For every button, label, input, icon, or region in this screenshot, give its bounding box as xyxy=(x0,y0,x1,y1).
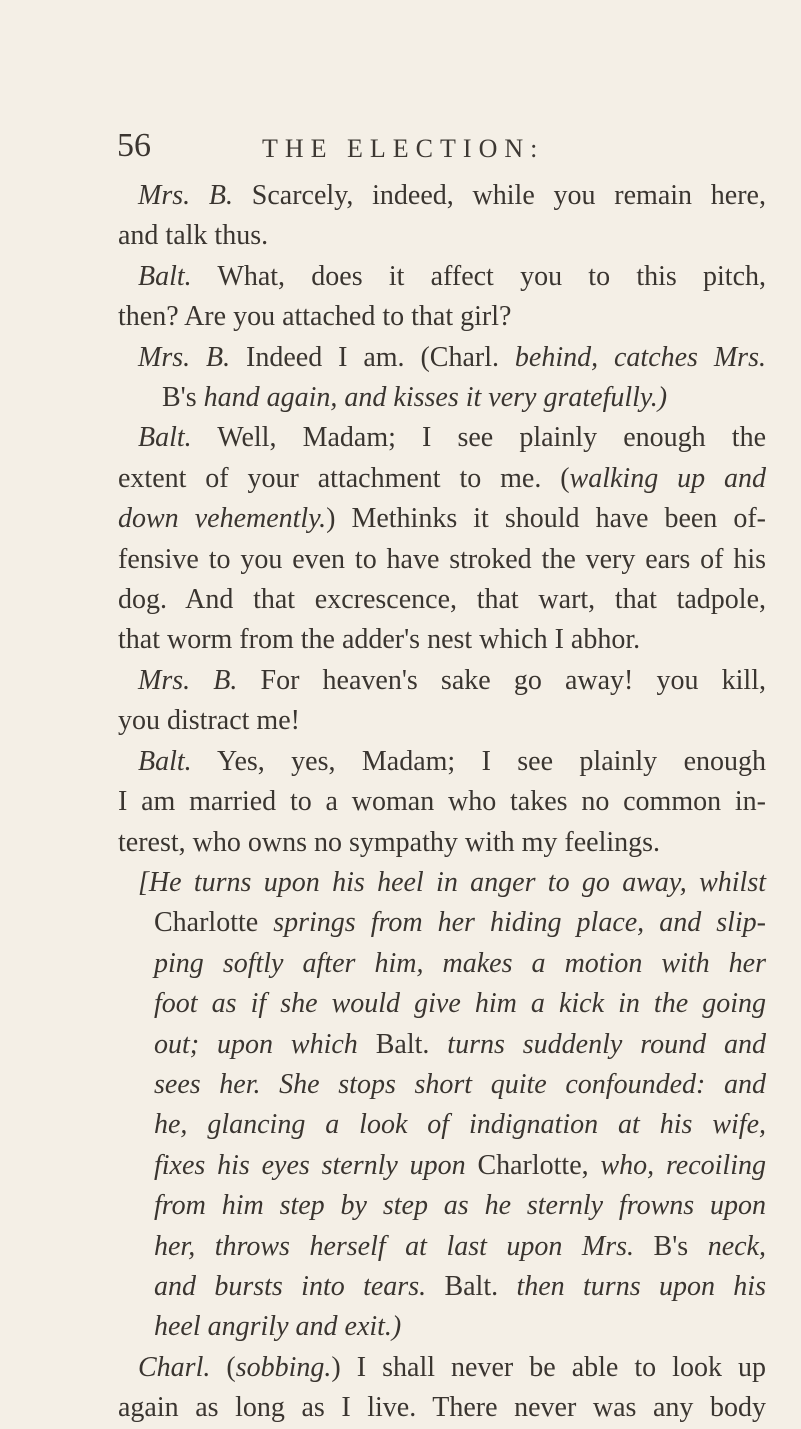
speaker-name: Balt. xyxy=(138,745,192,777)
text-line xyxy=(118,782,766,822)
character-name: Balt. xyxy=(426,1270,499,1302)
dialogue-text: For heaven's sake go away! you kill, xyxy=(237,664,766,696)
dialogue-text: extent of your attachment to me. ( xyxy=(118,462,570,494)
speaker-name: Mrs. B. xyxy=(138,664,238,696)
dialogue-text: ( xyxy=(210,1351,236,1383)
text-line xyxy=(118,176,766,216)
text-line xyxy=(118,459,766,499)
text-line xyxy=(118,1348,766,1388)
dialogue-text: dog. And that excrescence, that wart, that tadpole, xyxy=(118,584,766,616)
stage-direction: [He turns upon his heel in anger to go away, whilst xyxy=(138,866,766,898)
text-line xyxy=(118,701,766,741)
stage-direction: foot as if she would give him a kick in the going xyxy=(154,988,766,1020)
stage-direction: then turns upon his xyxy=(498,1270,766,1302)
dialogue-text: B's xyxy=(162,382,197,414)
dialogue-text: ) I shall never be able to look up xyxy=(331,1351,766,1383)
dialogue-text: and talk thus. xyxy=(118,220,269,252)
stage-direction: who, recoiling xyxy=(588,1149,766,1181)
character-name: Balt. xyxy=(357,1028,430,1060)
stage-direction: walking up and xyxy=(569,462,766,494)
stage-direction-line xyxy=(118,1146,766,1186)
dialogue-text: terest, who owns no sympathy with my feelings. xyxy=(118,826,661,858)
stage-direction-line xyxy=(118,863,766,903)
stage-direction-line xyxy=(118,1025,766,1065)
stage-direction-line xyxy=(118,1065,766,1105)
speaker-name: Mrs. B. xyxy=(138,180,233,211)
stage-direction: from him step by step as he sternly frowns upon xyxy=(154,1190,766,1222)
text-line xyxy=(118,378,766,418)
text-line xyxy=(118,499,766,539)
text-line xyxy=(118,418,766,458)
running-title: THE ELECTION: xyxy=(262,134,545,163)
dialogue-text: that worm from the adder's nest which I abhor. xyxy=(118,624,641,656)
character-name: B's xyxy=(634,1230,689,1262)
text-line xyxy=(118,580,766,620)
character-name: Charlotte xyxy=(154,907,259,939)
stage-direction: fixes his eyes sternly upon xyxy=(154,1149,466,1181)
stage-direction: down vehemently. xyxy=(118,503,327,535)
stage-direction: turns suddenly round and xyxy=(429,1028,766,1060)
stage-direction: sobbing. xyxy=(235,1351,332,1383)
stage-direction: he, glancing a look of indignation at his wife, xyxy=(154,1109,766,1141)
stage-direction: hand again, and kisses it very gratefully.) xyxy=(196,382,668,414)
dialogue-text: Well, Madam; I see plainly enough the xyxy=(191,422,766,454)
speaker-name: Balt. xyxy=(138,260,192,292)
stage-direction: heel angrily and exit.) xyxy=(154,1311,402,1343)
stage-direction-line xyxy=(118,1105,766,1145)
stage-direction-line xyxy=(118,1227,766,1267)
dialogue-text: What, does it affect you to this pitch, xyxy=(191,260,766,292)
stage-direction: out; upon which xyxy=(154,1028,358,1060)
text-line xyxy=(118,742,766,782)
dialogue-text: I am married to a woman who takes no common in- xyxy=(118,786,766,818)
dialogue-text: again as long as I live. There never was any body xyxy=(118,1392,766,1424)
text-line xyxy=(118,1388,766,1428)
stage-direction-line xyxy=(118,903,766,943)
character-name: Charlotte, xyxy=(465,1149,589,1181)
page-number: 56 xyxy=(117,127,151,164)
speaker-name: Balt. xyxy=(138,422,192,454)
dialogue-text: Scarcely, indeed, while you remain here, xyxy=(233,180,766,211)
stage-direction: springs from her hiding place, and slip- xyxy=(258,907,766,939)
stage-direction: behind, catches Mrs. xyxy=(498,341,766,373)
dialogue-text: ) Methinks it should have been of- xyxy=(326,503,766,535)
text-line xyxy=(118,297,766,337)
text-line xyxy=(118,823,766,863)
stage-direction-line xyxy=(118,1307,766,1347)
text-line xyxy=(118,620,766,660)
speaker-name: Charl. xyxy=(138,1351,211,1383)
stage-direction: sees her. She stops short quite confounded: and xyxy=(154,1068,766,1100)
text-line xyxy=(118,257,766,297)
stage-direction: ping softly after him, makes a motion with her xyxy=(154,947,766,979)
page-body xyxy=(118,176,766,1429)
stage-direction-line xyxy=(118,944,766,984)
stage-direction: her, throws herself at last upon Mrs. xyxy=(154,1230,635,1262)
text-line xyxy=(118,216,766,256)
speaker-name: Mrs. B. xyxy=(138,341,231,373)
dialogue-text: you distract me! xyxy=(118,705,300,737)
page-header xyxy=(0,126,801,176)
stage-direction-line xyxy=(118,1267,766,1307)
stage-direction: neck, xyxy=(688,1230,766,1262)
text-line xyxy=(118,338,766,378)
stage-direction-line xyxy=(118,1186,766,1226)
stage-direction-line xyxy=(118,984,766,1024)
dialogue-text: then? Are you attached to that girl? xyxy=(118,301,512,333)
dialogue-text: Yes, yes, Madam; I see plainly enough xyxy=(191,745,766,777)
text-line xyxy=(118,661,766,701)
dialogue-text: fensive to you even to have stroked the very ears of his xyxy=(118,543,766,575)
dialogue-text: Indeed I am. (Charl. xyxy=(230,341,499,373)
text-line xyxy=(118,540,766,580)
stage-direction: and bursts into tears. xyxy=(154,1270,427,1302)
